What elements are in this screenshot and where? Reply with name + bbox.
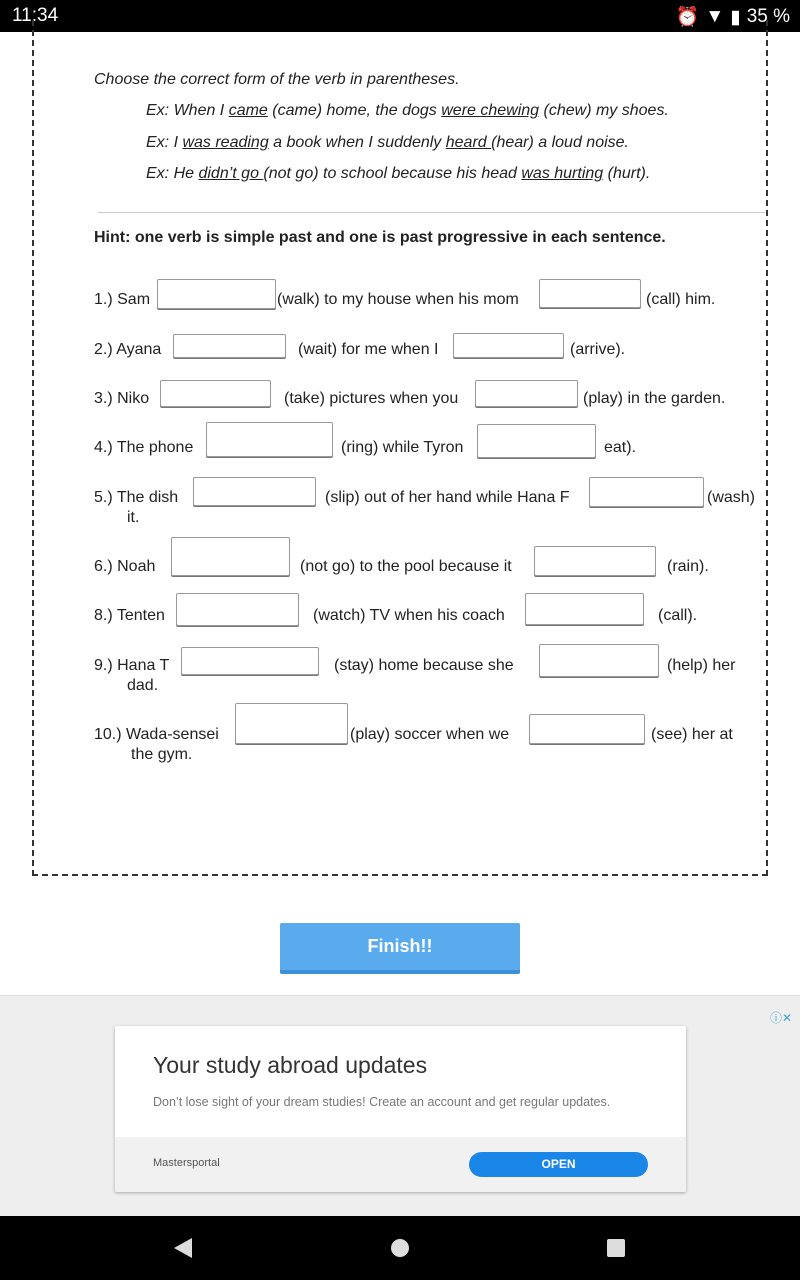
alarm-icon: ⏰ (675, 7, 700, 28)
wifi-icon: ▼ (705, 6, 725, 27)
answer-input-1[interactable] (157, 279, 276, 309)
question-suffix: (see) her at (651, 726, 733, 743)
example-text: (not go) to school because his head (263, 165, 522, 182)
ad-open-button[interactable]: OPEN (469, 1152, 648, 1177)
question-prefix: 6.) Noah (94, 558, 156, 575)
example-text: Ex: I (146, 134, 183, 151)
answer-input-2[interactable] (589, 477, 704, 507)
answer-input-1[interactable] (235, 703, 348, 744)
question-prefix: 8.) Tenten (94, 607, 165, 624)
question-prefix: 4.) The phone (94, 439, 194, 456)
question-suffix: eat). (604, 439, 637, 456)
example-text: (chew) my shoes. (539, 102, 669, 119)
hint-text: Hint: one verb is simple past and one is past progressive in each sentence. (94, 229, 666, 246)
question-middle-text: (walk) to my house when his mom (277, 291, 519, 308)
question-middle-text: (watch) TV when his coach (313, 607, 505, 624)
question-prefix: 2.) Ayana (94, 341, 162, 358)
ad-title: Your study abroad updates (153, 1052, 428, 1078)
answer-input-1[interactable] (206, 422, 333, 457)
question-wrap-text: the gym. (131, 746, 193, 763)
question-suffix: (rain). (667, 558, 709, 575)
answer-input-2[interactable] (525, 593, 644, 625)
question-prefix: 10.) Wada-sensei (94, 726, 219, 743)
example-text: Ex: When I (146, 102, 229, 119)
question-suffix: (arrive). (570, 341, 626, 358)
question-middle-text: (take) pictures when you (284, 390, 459, 407)
question-middle-text: (wait) for me when I (298, 341, 439, 358)
answer-input-2[interactable] (529, 714, 645, 744)
answer-input-2[interactable] (475, 380, 578, 407)
question-middle-text: (slip) out of her hand while Hana F (325, 489, 570, 506)
answer-input-2[interactable] (534, 546, 656, 576)
battery-level: 35 % (746, 6, 790, 27)
answer-input-1[interactable] (171, 537, 290, 576)
example-answer: heard (445, 134, 492, 151)
answer-input-1[interactable] (176, 593, 299, 626)
example-sentence (146, 134, 629, 152)
question-wrap-text: it. (127, 509, 140, 526)
example-text: (came) home, the dogs (267, 102, 442, 119)
question-prefix: 9.) Hana T (94, 657, 170, 674)
answer-input-1[interactable] (181, 647, 319, 675)
answer-input-2[interactable] (539, 644, 659, 677)
question-suffix: (call) him. (646, 291, 716, 308)
example-text: Ex: He (146, 165, 199, 182)
example-sentence (146, 102, 669, 120)
answer-input-1[interactable] (193, 477, 316, 506)
battery-icon: ▮ (730, 6, 741, 28)
question-middle-text: (not go) to the pool because it (300, 558, 512, 575)
example-text: (hear) a loud noise. (491, 134, 629, 151)
question-suffix: (call). (658, 607, 698, 624)
question-prefix: 1.) Sam (94, 291, 151, 308)
answer-input-2[interactable] (539, 279, 641, 308)
example-answer: came (228, 102, 268, 119)
question-suffix: (help) her (667, 657, 736, 674)
example-answer: was hurting (521, 165, 604, 182)
ad-card[interactable] (115, 1026, 686, 1192)
answer-input-2[interactable] (477, 424, 596, 458)
question-middle-text: (play) soccer when we (350, 726, 510, 743)
answer-input-1[interactable] (173, 334, 286, 358)
question-middle-text: (stay) home because she (334, 657, 514, 674)
instructions-heading: Choose the correct form of the verb in parentheses. (94, 71, 460, 88)
back-icon[interactable] (174, 1238, 192, 1258)
question-wrap-text: dad. (127, 677, 159, 694)
example-sentence (146, 165, 650, 183)
example-text: a book when I suddenly (268, 134, 446, 151)
example-text: (hurt). (603, 165, 651, 182)
question-suffix: (play) in the garden. (583, 390, 726, 407)
question-middle-text: (ring) while Tyron (341, 439, 464, 456)
home-icon[interactable] (391, 1239, 409, 1257)
question-prefix: 5.) The dish (94, 489, 179, 506)
clock: 11:34 (12, 5, 59, 26)
answer-input-1[interactable] (160, 380, 271, 407)
ad-close-icon[interactable]: ⓘ✕ (769, 1011, 792, 1025)
navigation-bar (0, 1216, 800, 1280)
finish-button[interactable]: Finish!! (280, 923, 520, 974)
example-answer: didn’t go (198, 165, 264, 182)
example-answer: were chewing (441, 102, 540, 119)
divider (98, 212, 765, 213)
ad-description: Don’t lose sight of your dream studies! Create an account and get regular updates. (153, 1095, 611, 1109)
example-answer: was reading (182, 134, 269, 151)
ad-advertiser: Mastersportal (153, 1157, 220, 1169)
answer-input-2[interactable] (453, 333, 564, 358)
recents-icon[interactable] (607, 1239, 625, 1257)
question-suffix: (wash) (707, 489, 756, 506)
question-prefix: 3.) Niko (94, 390, 150, 407)
